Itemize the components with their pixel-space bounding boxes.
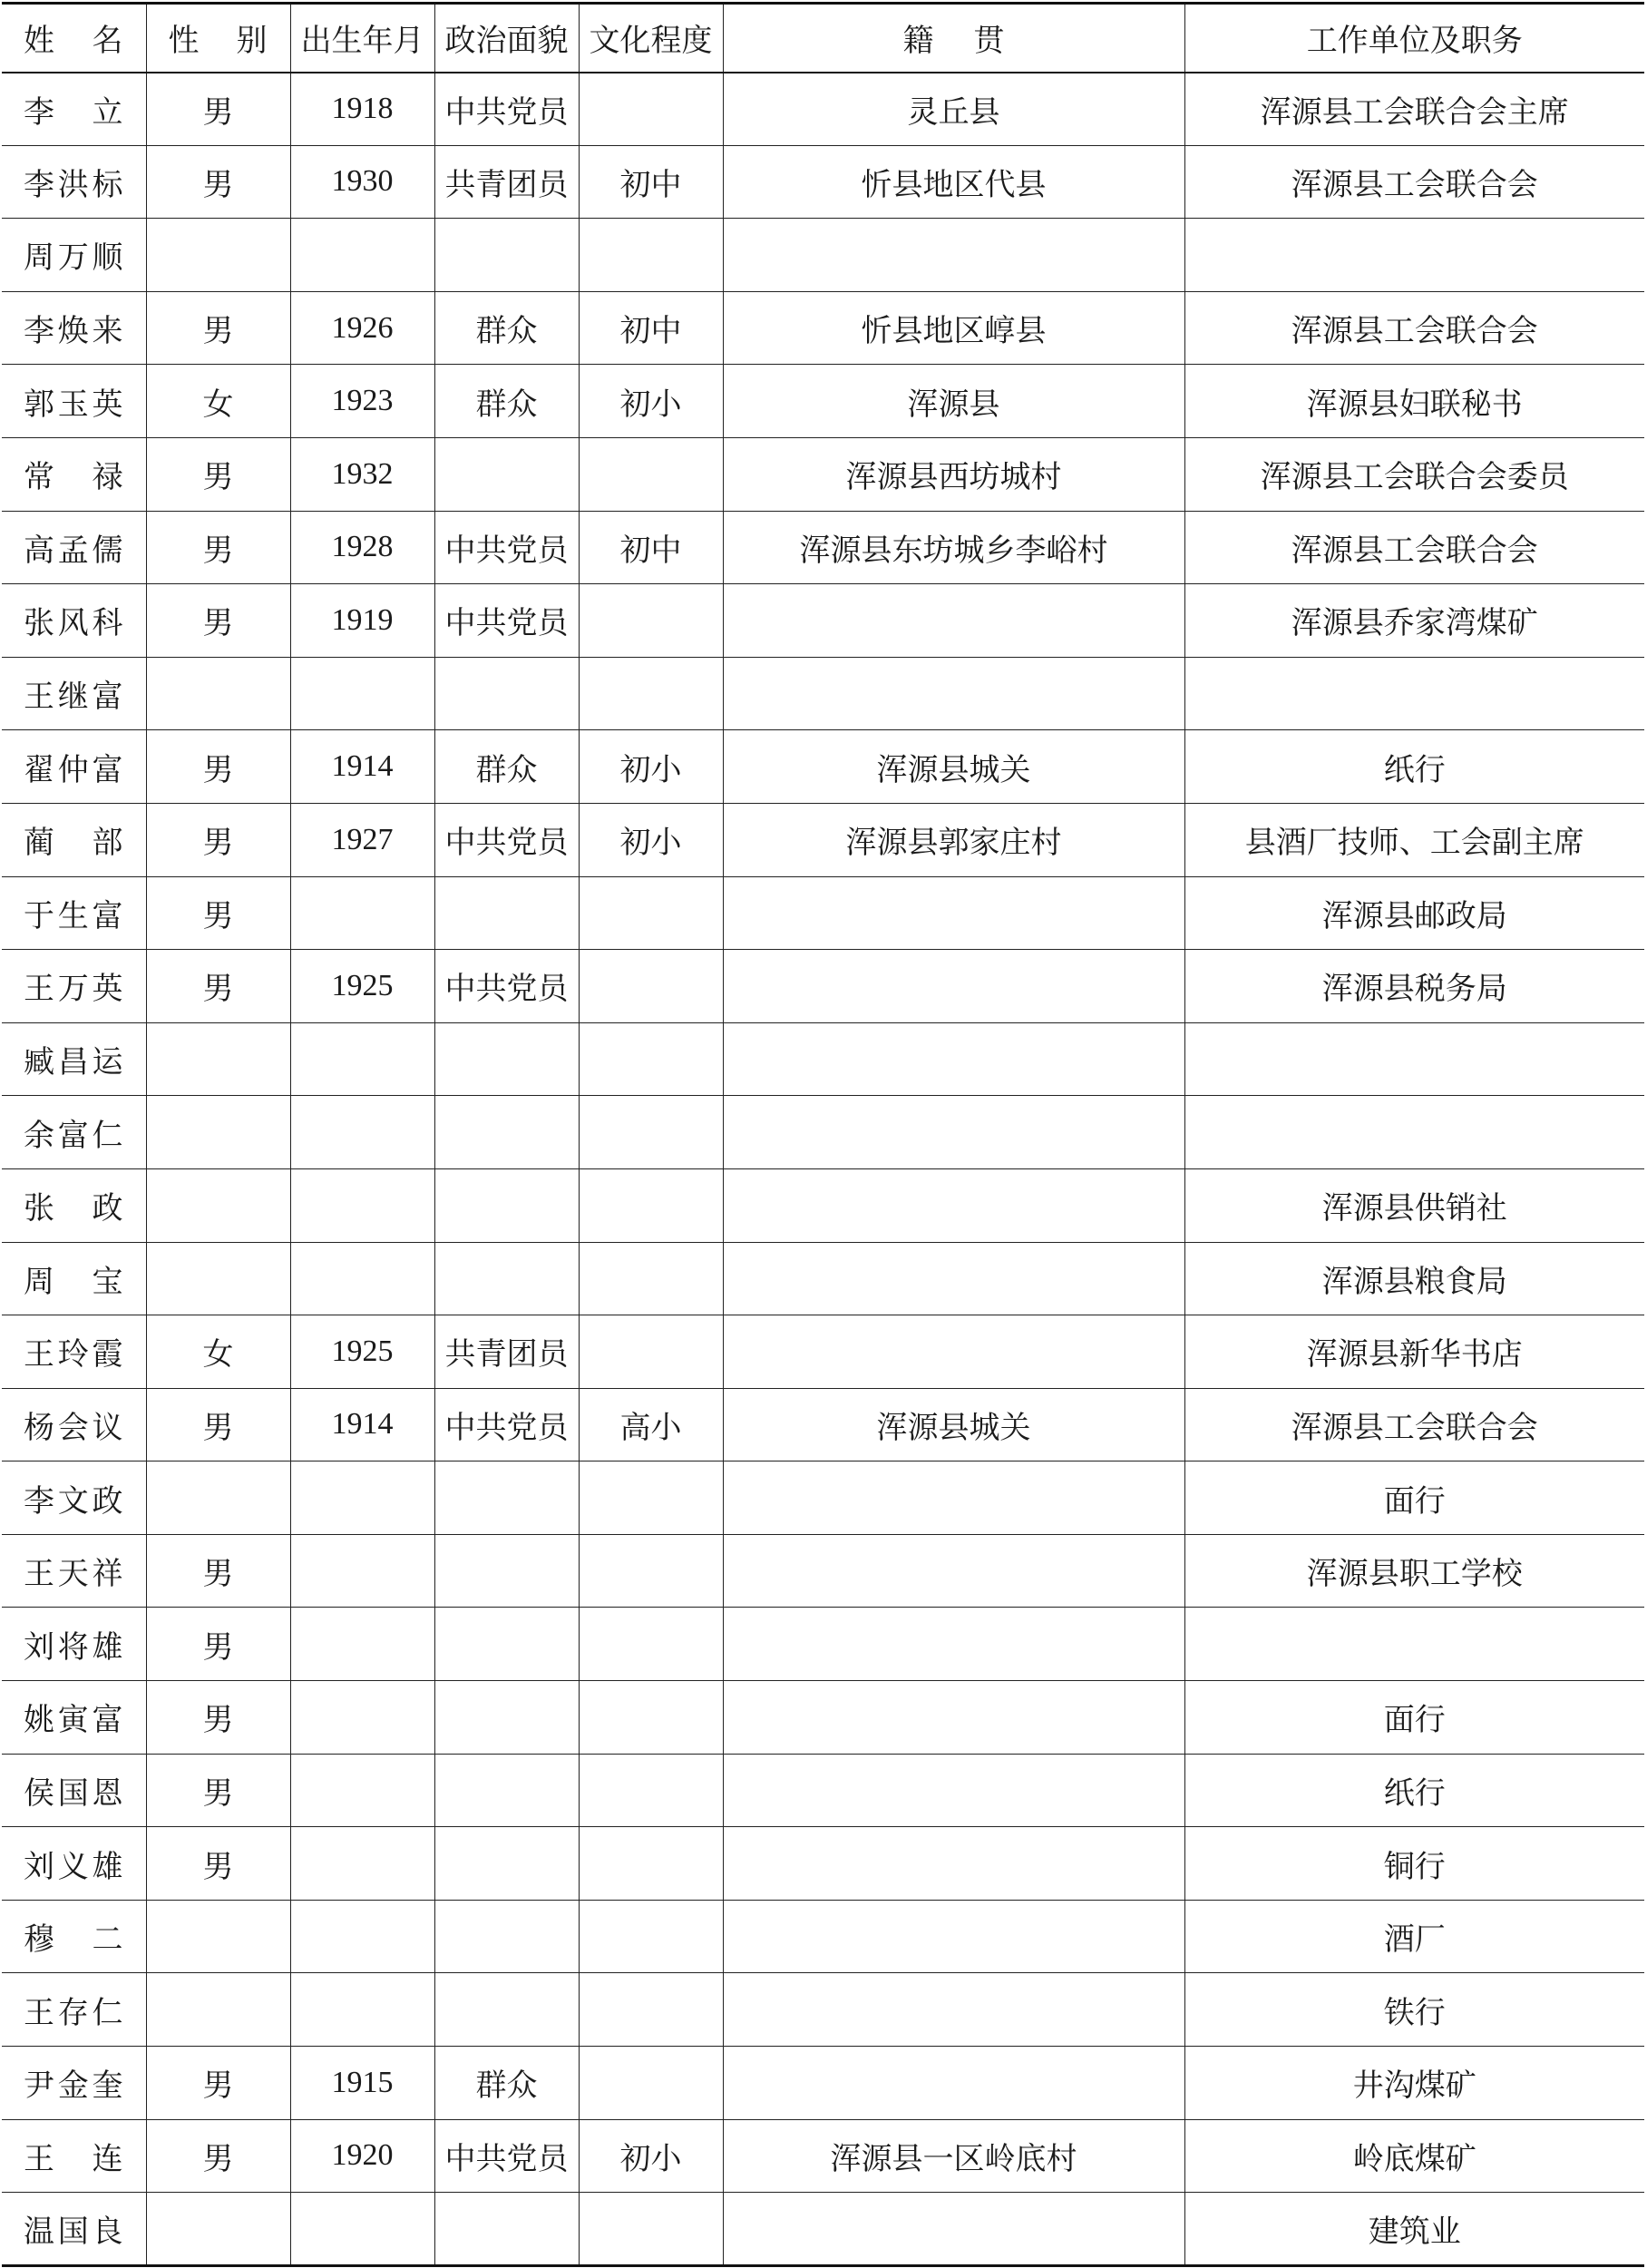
cell-birth-year: 1926 [290,291,434,365]
cell-political-status: 中共党员 [434,584,579,658]
cell-gender: 女 [146,1315,290,1389]
cell-workplace-position: 浑源县工会联合会 [1184,145,1644,219]
cell-political-status: 群众 [434,365,579,438]
cell-name: 张 政 [2,1168,146,1242]
cell-workplace-position [1184,1608,1644,1681]
cell-name: 王万英 [2,950,146,1023]
cell-name: 常 禄 [2,437,146,511]
cell-workplace-position: 浑源县税务局 [1184,950,1644,1023]
cell-political-status [434,1168,579,1242]
cell-workplace-position: 县酒厂技师、工会副主席 [1184,803,1644,876]
cell-education: 初小 [579,365,723,438]
cell-birth-year: 1930 [290,145,434,219]
cell-birth-year [290,1681,434,1755]
cell-birth-year: 1919 [290,584,434,658]
cell-birth-year: 1915 [290,2047,434,2120]
cell-workplace-position: 酒厂 [1184,1900,1644,1973]
header-workplace-position: 工作单位及职务 [1184,4,1644,73]
table-row [2,1461,1644,1535]
header-political-status: 政治面貌 [434,4,579,73]
table-row [2,1242,1644,1315]
table-row [2,2119,1644,2193]
cell-workplace-position: 浑源县工会联合会主席 [1184,73,1644,146]
cell-name: 高孟儒 [2,511,146,584]
cell-name: 翟仲富 [2,730,146,804]
cell-birth-year: 1923 [290,365,434,438]
cell-political-status [434,1461,579,1535]
table-row [2,2047,1644,2120]
cell-native-place [723,1827,1184,1901]
cell-gender: 男 [146,1681,290,1755]
table-row [2,1973,1644,2047]
cell-name: 李焕来 [2,291,146,365]
cell-education [579,1315,723,1389]
cell-native-place [723,1096,1184,1169]
cell-native-place [723,876,1184,950]
cell-workplace-position: 铜行 [1184,1827,1644,1901]
cell-workplace-position: 浑源县邮政局 [1184,876,1644,950]
cell-workplace-position [1184,1096,1644,1169]
cell-gender: 男 [146,511,290,584]
cell-name: 李 立 [2,73,146,146]
cell-birth-year: 1925 [290,950,434,1023]
cell-birth-year [290,219,434,292]
cell-gender: 男 [146,1534,290,1608]
cell-gender [146,1461,290,1535]
cell-birth-year: 1920 [290,2119,434,2193]
cell-education [579,437,723,511]
table-row [2,1096,1644,1169]
cell-political-status: 中共党员 [434,803,579,876]
cell-political-status: 共青团员 [434,145,579,219]
cell-name: 王存仁 [2,1973,146,2047]
cell-native-place [723,2047,1184,2120]
cell-gender: 男 [146,1388,290,1461]
cell-political-status: 群众 [434,2047,579,2120]
cell-native-place [723,1973,1184,2047]
cell-gender: 男 [146,1608,290,1681]
cell-political-status: 中共党员 [434,73,579,146]
cell-education [579,2193,723,2266]
cell-workplace-position: 井沟煤矿 [1184,2047,1644,2120]
cell-workplace-position: 浑源县工会联合会委员 [1184,437,1644,511]
cell-political-status [434,2193,579,2266]
cell-native-place [723,1315,1184,1389]
cell-workplace-position: 建筑业 [1184,2193,1644,2266]
cell-name: 余富仁 [2,1096,146,1169]
cell-education [579,1754,723,1827]
cell-political-status [434,1096,579,1169]
cell-education [579,1827,723,1901]
cell-birth-year [290,1168,434,1242]
cell-education [579,2047,723,2120]
cell-workplace-position: 岭底煤矿 [1184,2119,1644,2193]
cell-gender: 男 [146,73,290,146]
cell-name: 温国良 [2,2193,146,2266]
cell-education [579,1096,723,1169]
cell-native-place: 浑源县西坊城村 [723,437,1184,511]
cell-native-place [723,2193,1184,2266]
cell-native-place [723,1022,1184,1096]
table-row [2,73,1644,146]
cell-birth-year: 1914 [290,730,434,804]
cell-birth-year [290,1022,434,1096]
header-gender: 性 别 [146,4,290,73]
cell-education [579,1242,723,1315]
cell-gender: 男 [146,437,290,511]
cell-political-status: 中共党员 [434,511,579,584]
cell-political-status [434,876,579,950]
cell-education: 初小 [579,803,723,876]
cell-education [579,950,723,1023]
cell-native-place [723,1608,1184,1681]
table-row [2,2193,1644,2266]
table-row [2,1315,1644,1389]
cell-workplace-position: 浑源县乔家湾煤矿 [1184,584,1644,658]
cell-birth-year [290,1242,434,1315]
cell-education [579,73,723,146]
cell-political-status [434,1754,579,1827]
cell-political-status: 中共党员 [434,950,579,1023]
cell-gender: 男 [146,291,290,365]
cell-birth-year: 1925 [290,1315,434,1389]
cell-workplace-position: 铁行 [1184,1973,1644,2047]
cell-gender [146,219,290,292]
cell-workplace-position: 浑源县工会联合会 [1184,1388,1644,1461]
cell-workplace-position: 浑源县职工学校 [1184,1534,1644,1608]
cell-name: 李洪标 [2,145,146,219]
cell-education [579,1168,723,1242]
cell-gender [146,1900,290,1973]
cell-birth-year [290,876,434,950]
cell-political-status [434,219,579,292]
cell-name: 刘义雄 [2,1827,146,1901]
cell-political-status [434,1608,579,1681]
cell-birth-year [290,1608,434,1681]
cell-gender: 男 [146,950,290,1023]
cell-gender [146,1096,290,1169]
cell-native-place: 浑源县郭家庄村 [723,803,1184,876]
cell-name: 蔺 部 [2,803,146,876]
cell-name: 周万顺 [2,219,146,292]
cell-native-place [723,584,1184,658]
cell-gender: 男 [146,803,290,876]
cell-name: 穆 二 [2,1900,146,1973]
cell-native-place [723,1242,1184,1315]
cell-education: 初中 [579,511,723,584]
cell-native-place: 浑源县 [723,365,1184,438]
cell-education [579,1534,723,1608]
cell-political-status [434,1242,579,1315]
table-row [2,365,1644,438]
cell-gender [146,1973,290,2047]
cell-gender [146,2193,290,2266]
roster-body [2,73,1644,2266]
cell-name: 于生富 [2,876,146,950]
cell-gender: 女 [146,365,290,438]
cell-birth-year: 1914 [290,1388,434,1461]
cell-gender [146,1022,290,1096]
cell-workplace-position [1184,1022,1644,1096]
cell-birth-year [290,1461,434,1535]
header-name: 姓 名 [2,4,146,73]
cell-education [579,584,723,658]
cell-workplace-position: 浑源县新华书店 [1184,1315,1644,1389]
table-row [2,1534,1644,1608]
cell-workplace-position: 浑源县工会联合会 [1184,291,1644,365]
table-row [2,1608,1644,1681]
cell-name: 周 宝 [2,1242,146,1315]
cell-name: 王继富 [2,657,146,730]
cell-education [579,1900,723,1973]
cell-political-status [434,437,579,511]
cell-gender [146,1168,290,1242]
table-row [2,1754,1644,1827]
table-row [2,437,1644,511]
cell-gender [146,657,290,730]
cell-birth-year [290,1827,434,1901]
cell-workplace-position: 面行 [1184,1681,1644,1755]
table-row [2,511,1644,584]
header-birth-year: 出生年月 [290,4,434,73]
cell-birth-year: 1927 [290,803,434,876]
cell-birth-year [290,1754,434,1827]
cell-name: 臧昌运 [2,1022,146,1096]
table-row [2,291,1644,365]
cell-name: 张风科 [2,584,146,658]
cell-political-status: 中共党员 [434,1388,579,1461]
cell-native-place: 忻县地区崞县 [723,291,1184,365]
cell-political-status [434,1973,579,2047]
cell-political-status: 群众 [434,291,579,365]
cell-education [579,876,723,950]
cell-education [579,1608,723,1681]
cell-birth-year: 1918 [290,73,434,146]
cell-name: 尹金奎 [2,2047,146,2120]
cell-native-place [723,1900,1184,1973]
cell-birth-year [290,1900,434,1973]
cell-name: 李文政 [2,1461,146,1535]
cell-workplace-position [1184,219,1644,292]
cell-birth-year [290,1534,434,1608]
cell-native-place [723,657,1184,730]
cell-native-place [723,1168,1184,1242]
cell-native-place: 浑源县城关 [723,1388,1184,1461]
cell-political-status [434,1827,579,1901]
cell-gender: 男 [146,2119,290,2193]
cell-name: 姚寅富 [2,1681,146,1755]
cell-birth-year: 1932 [290,437,434,511]
cell-birth-year [290,2193,434,2266]
cell-political-status [434,1900,579,1973]
cell-birth-year [290,657,434,730]
cell-workplace-position: 面行 [1184,1461,1644,1535]
table-row [2,1168,1644,1242]
cell-education: 高小 [579,1388,723,1461]
table-row [2,803,1644,876]
cell-workplace-position: 浑源县供销社 [1184,1168,1644,1242]
cell-native-place: 浑源县东坊城乡李峪村 [723,511,1184,584]
cell-name: 侯国恩 [2,1754,146,1827]
cell-education [579,219,723,292]
cell-native-place: 灵丘县 [723,73,1184,146]
cell-birth-year [290,1096,434,1169]
cell-name: 王玲霞 [2,1315,146,1389]
cell-education [579,1681,723,1755]
cell-political-status [434,1681,579,1755]
member-roster-table [2,2,1644,2267]
cell-political-status [434,1022,579,1096]
cell-political-status: 群众 [434,730,579,804]
cell-native-place: 浑源县一区岭底村 [723,2119,1184,2193]
cell-political-status: 中共党员 [434,2119,579,2193]
header-native-place: 籍贯 [723,4,1184,73]
table-row [2,950,1644,1023]
cell-political-status: 共青团员 [434,1315,579,1389]
table-row [2,657,1644,730]
cell-workplace-position [1184,657,1644,730]
cell-gender: 男 [146,1754,290,1827]
cell-name: 王 连 [2,2119,146,2193]
cell-workplace-position: 浑源县粮食局 [1184,1242,1644,1315]
cell-native-place [723,950,1184,1023]
cell-native-place [723,1681,1184,1755]
cell-name: 刘将雄 [2,1608,146,1681]
cell-education [579,1461,723,1535]
cell-native-place [723,1461,1184,1535]
cell-birth-year: 1928 [290,511,434,584]
cell-education: 初小 [579,730,723,804]
cell-gender: 男 [146,876,290,950]
cell-name: 王天祥 [2,1534,146,1608]
cell-native-place: 浑源县城关 [723,730,1184,804]
cell-birth-year [290,1973,434,2047]
cell-education [579,1973,723,2047]
cell-education [579,1022,723,1096]
table-row [2,145,1644,219]
table-row [2,1827,1644,1901]
cell-native-place [723,219,1184,292]
cell-name: 郭玉英 [2,365,146,438]
table-row [2,1022,1644,1096]
cell-gender: 男 [146,730,290,804]
cell-gender: 男 [146,145,290,219]
cell-education [579,657,723,730]
cell-native-place [723,1534,1184,1608]
header-row [2,4,1644,73]
cell-gender [146,1242,290,1315]
cell-workplace-position: 浑源县妇联秘书 [1184,365,1644,438]
cell-gender: 男 [146,2047,290,2120]
cell-political-status [434,1534,579,1608]
table-row [2,876,1644,950]
cell-native-place [723,1754,1184,1827]
cell-political-status [434,657,579,730]
table-row [2,1681,1644,1755]
table-row [2,584,1644,658]
cell-education: 初中 [579,145,723,219]
cell-gender: 男 [146,1827,290,1901]
cell-gender: 男 [146,584,290,658]
cell-native-place: 忻县地区代县 [723,145,1184,219]
cell-name: 杨会议 [2,1388,146,1461]
cell-workplace-position: 浑源县工会联合会 [1184,511,1644,584]
cell-workplace-position: 纸行 [1184,730,1644,804]
cell-workplace-position: 纸行 [1184,1754,1644,1827]
table-row [2,1900,1644,1973]
cell-education: 初中 [579,291,723,365]
table-row [2,1388,1644,1461]
cell-education: 初小 [579,2119,723,2193]
table-row [2,219,1644,292]
header-education: 文化程度 [579,4,723,73]
table-row [2,730,1644,804]
